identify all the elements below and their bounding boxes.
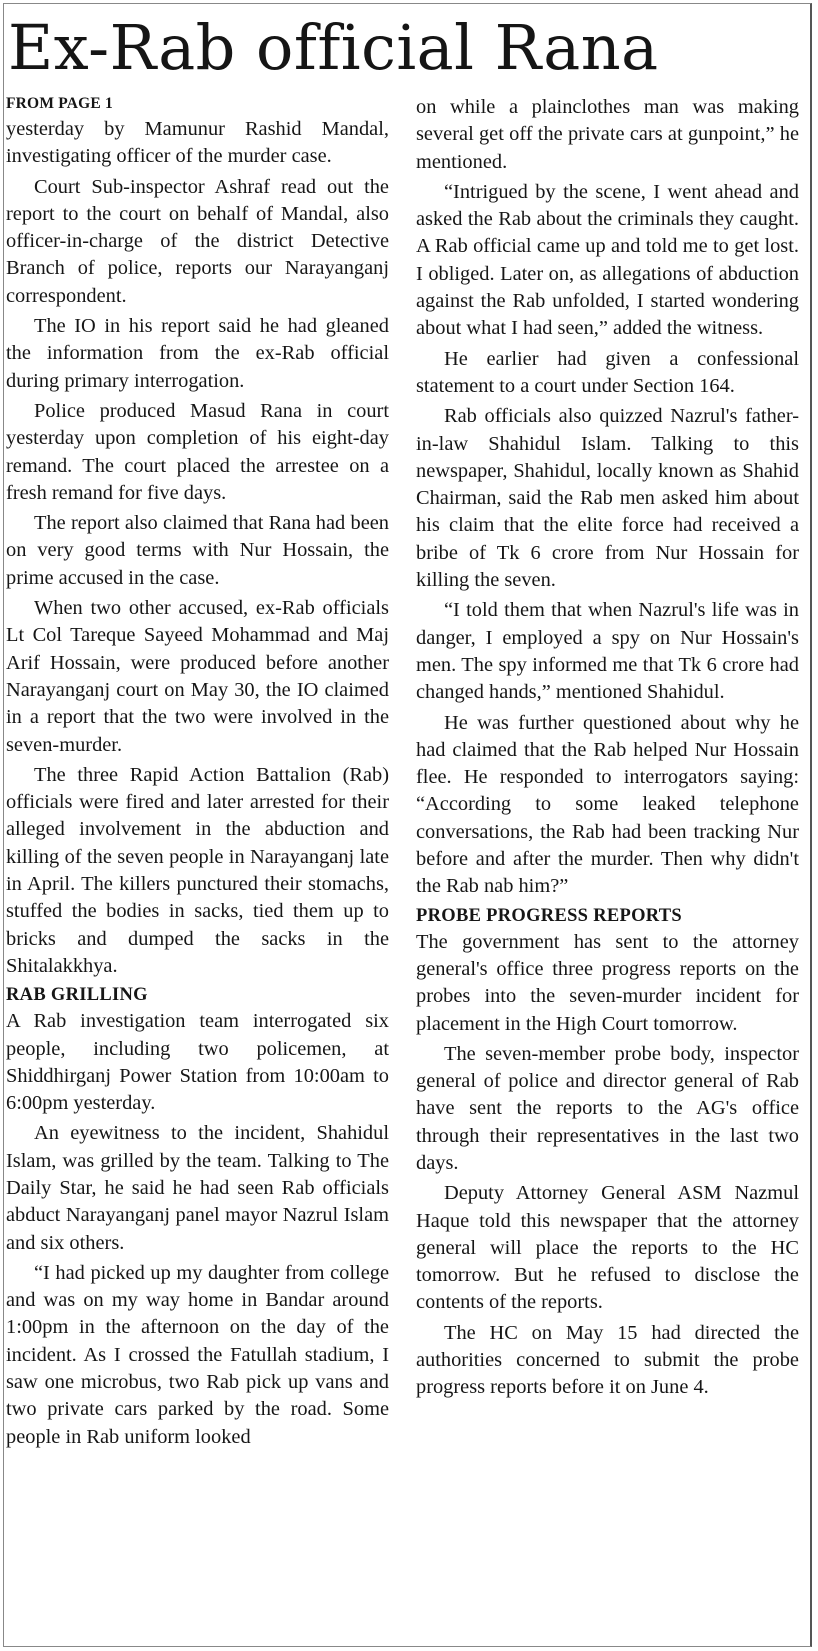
section-subhead: PROBE PROGRESS REPORTS [416, 905, 683, 926]
article-paragraph: Rab officials also quizzed Nazrul's father-in-law Shahidul Islam. Talking to this newspaper, Shahidul, locally known as Shahid Chairman, said the Rab men asked him about his claim that the elite force had received a bribe of Tk 6 crore from Nur Hossain for killing the seven. [416, 405, 799, 592]
article-paragraph: The government has sent to the attorney general's office three progress reports on the probes into the seven-murder incident for placement in the High Court tomorrow. [416, 930, 799, 1035]
left-column-body [6, 116, 389, 1451]
article-paragraph: He earlier had given a confessional statement to a court under Section 164. [416, 347, 799, 397]
article-paragraph: The report also claimed that Rana had been on very good terms with Nur Hossain, the prime accused in the case. [6, 512, 389, 589]
article-paragraph: “I told them that when Nazrul's life was in danger, I employed a spy on Nur Hossain's men. The spy informed me that Tk 6 crore had changed hands,” mentioned Shahidul. [416, 599, 799, 704]
article-paragraph: The HC on May 15 had directed the authorities concerned to submit the probe progress reports before it on June 4. [416, 1321, 799, 1399]
continuation-kicker: FROM PAGE 1 [6, 95, 113, 112]
section-subhead: RAB GRILLING [6, 985, 148, 1006]
right-column-body [416, 94, 799, 1402]
article-paragraph: A Rab investigation team interrogated six people, including two policemen, at Shiddhirganj Power Station from 10:00am to 6:00pm yesterday. [6, 1010, 389, 1115]
article-paragraph: The IO in his report said he had gleaned the information from the ex-Rab official during primary interrogation. [6, 315, 389, 392]
article-paragraph: on while a plainclothes man was making several get off the private cars at gunpoint,” he mentioned. [416, 96, 799, 173]
right-column [416, 94, 799, 1639]
article-paragraph: The seven-member probe body, inspector general of police and director general of Rab have sent the reports to the AG's office through their representatives in the last two days. [416, 1042, 799, 1174]
article-paragraph: He was further questioned about why he had claimed that the Rab helped Nur Hossain flee. He responded to interrogators saying: “According to some leaked telephone conversations, the Rab had been tracking Nur before and after the murder. Then why didn't the Rab nab him?” [416, 711, 799, 898]
article-paragraph: Deputy Attorney General ASM Nazmul Haque told this newspaper that the attorney general will place the reports to the HC tomorrow. But he refused to disclose the contents of the reports. [416, 1182, 799, 1314]
article-paragraph: Court Sub-inspector Ashraf read out the report to the court on behalf of Mandal, also officer-in-charge of the district Detective Branch of police, reports our Narayanganj correspondent. [6, 175, 389, 307]
left-column [6, 94, 389, 1639]
article-paragraph: An eyewitness to the incident, Shahidul Islam, was grilled by the team. Talking to The Daily Star, he said he had seen Rab officials abduct Narayanganj panel mayor Nazrul Islam and six others. [6, 1122, 389, 1254]
article-paragraph: Police produced Masud Rana in court yesterday upon completion of his eight-day remand. The court placed the arrestee on a fresh remand for five days. [6, 399, 389, 504]
headline: Ex-Rab official Rana [8, 11, 659, 84]
article-paragraph: “I had picked up my daughter from college and was on my way home in Bandar around 1:00pm in the afternoon on the day of the incident. As I crossed the Fatullah stadium, I saw one microbus, two Rab pick up vans and two private cars parked by the road. Some people in Rab uniform looked [6, 1261, 389, 1448]
article-paragraph: When two other accused, ex-Rab officials Lt Col Tareque Sayeed Mohammad and Maj Arif Hossain, were produced before another Narayanganj court on May 30, the IO claimed in a report that the two were involved in the seven-murder. [6, 597, 389, 756]
article-paragraph: yesterday by Mamunur Rashid Mandal, investigating officer of the murder case. [6, 118, 389, 168]
article-paragraph: The three Rapid Action Battalion (Rab) officials were fired and later arrested for their alleged involvement in the abduction and killing of the seven people in Narayanganj late in April. The killers punctured their stomachs, stuffed the bodies in sacks, tied them up to bricks and dumped the sacks in the Shitalakkhya. [6, 763, 389, 977]
article-paragraph: “Intrigued by the scene, I went ahead and asked the Rab about the criminals they caught. A Rab official came up and told me to get lost. I obliged. Later on, as allegations of abduction against the Rab unfolded, I started wondering about what I had seen,” added the witness. [416, 180, 799, 340]
